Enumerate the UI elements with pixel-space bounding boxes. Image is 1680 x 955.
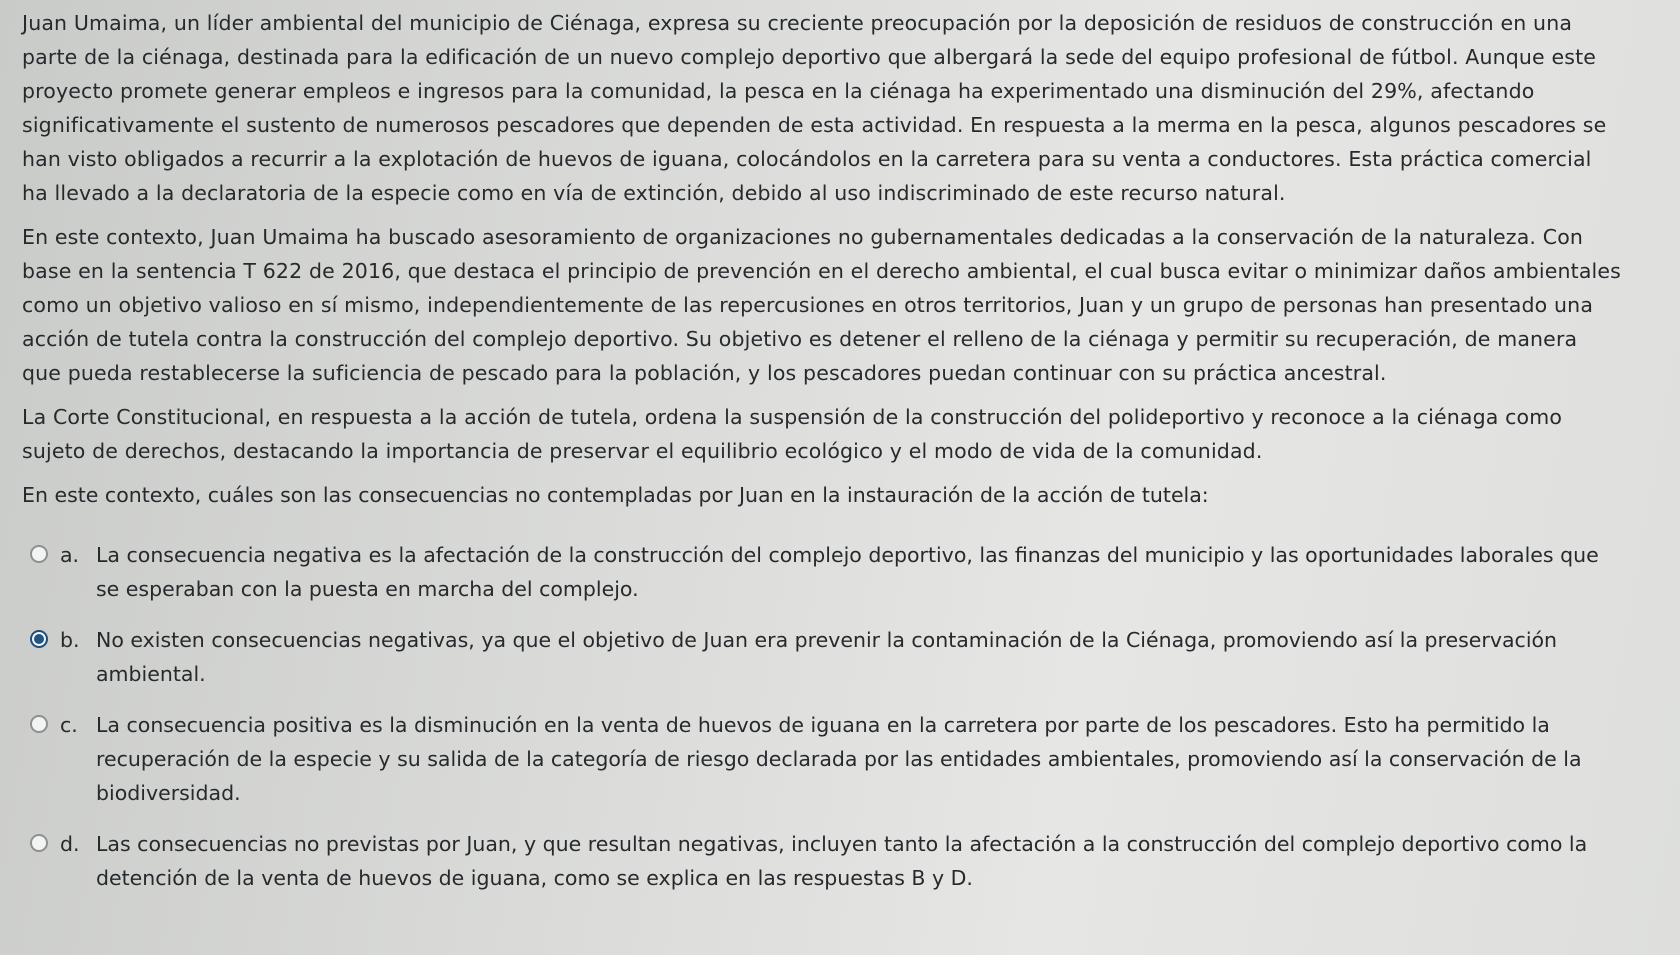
- radio-option-d[interactable]: [30, 834, 48, 852]
- option-c-text[interactable]: La consecuencia positiva es la disminución en la venta de huevos de iguana en la carretera por parte de los pescadores. Esto ha permitido la recuperación de la especie y su salida de la categoría de riesgo declarada por las entidades ambientales, promoviendo así la conservación de la biodiversidad.: [96, 713, 1582, 805]
- context-paragraph-1: Juan Umaima, un líder ambiental del municipio de Ciénaga, expresa su creciente preocupación por la deposición de residuos de construcción en una parte de la ciénaga, destinada para la edificación de un nuevo complejo deportivo que albergará la sede del equipo profesional de fútbol. Aunque este proyecto promete generar empleos e ingresos para la comunidad, la pesca en la ciénaga ha experimentado una disminución del 29%, afectando significativamente el sustento de numerosos pescadores que dependen de esta actividad. En respuesta a la merma en la pesca, algunos pescadores se han visto obligados a recurrir a la explotación de huevos de iguana, colocándolos en la carretera para su venta a conductores. Esta práctica comercial ha llevado a la declaratoria de la especie como en vía de extinción, debido al uso indiscriminado de este recurso natural.: [22, 11, 1607, 205]
- quiz-page: [22, 6, 1662, 912]
- option-b-text[interactable]: No existen consecuencias negativas, ya que el objetivo de Juan era prevenir la contaminación de la Ciénaga, promoviendo así la preservación ambiental.: [96, 628, 1558, 686]
- option-c[interactable]: [30, 708, 1662, 810]
- radio-option-c[interactable]: [30, 715, 48, 733]
- radio-option-b[interactable]: [30, 630, 48, 648]
- option-a-letter: a.: [60, 543, 80, 567]
- option-d[interactable]: [30, 827, 1662, 895]
- radio-option-a[interactable]: [30, 545, 48, 563]
- option-d-text[interactable]: Las consecuencias no previstas por Juan, y que resultan negativas, incluyen tanto la afectación a la construcción del complejo deportivo como la detención de la venta de huevos de iguana, como se explica en las respuestas B y D.: [96, 832, 1588, 890]
- context-paragraph-2: En este contexto, Juan Umaima ha buscado asesoramiento de organizaciones no gubernamentales dedicadas a la conservación de la naturaleza. Con base en la sentencia T 622 de 2016, que destaca el principio de prevención en el derecho ambiental, el cual busca evitar o minimizar daños ambientales como un objetivo valioso en sí mismo, independientemente de las repercusiones en otros territorios, Juan y un grupo de personas han presentado una acción de tutela contra la construcción del complejo deportivo. Su objetivo es detener el relleno de la ciénaga y permitir su recuperación, de manera que pueda restablecerse la suficiencia de pescado para la población, y los pescadores puedan continuar con su práctica ancestral.: [22, 225, 1621, 385]
- option-d-letter: d.: [60, 832, 80, 856]
- context-paragraph-3: La Corte Constitucional, en respuesta a la acción de tutela, ordena la suspensión de la construcción del polideportivo y reconoce a la ciénaga como sujeto de derechos, destacando la importancia de preservar el equilibrio ecológico y el modo de vida de la comunidad.: [22, 405, 1563, 463]
- option-a-text[interactable]: La consecuencia negativa es la afectación de la construcción del complejo deportivo, las finanzas del municipio y las oportunidades laborales que se esperaban con la puesta en marcha del complejo.: [96, 543, 1599, 601]
- option-b-letter: b.: [60, 628, 80, 652]
- option-a[interactable]: [30, 538, 1662, 606]
- option-c-letter: c.: [60, 713, 78, 737]
- question-text: En este contexto, cuáles son las consecuencias no contempladas por Juan en la instauración de la acción de tutela:: [22, 483, 1209, 507]
- answer-options: [22, 538, 1662, 895]
- option-b[interactable]: [30, 623, 1662, 691]
